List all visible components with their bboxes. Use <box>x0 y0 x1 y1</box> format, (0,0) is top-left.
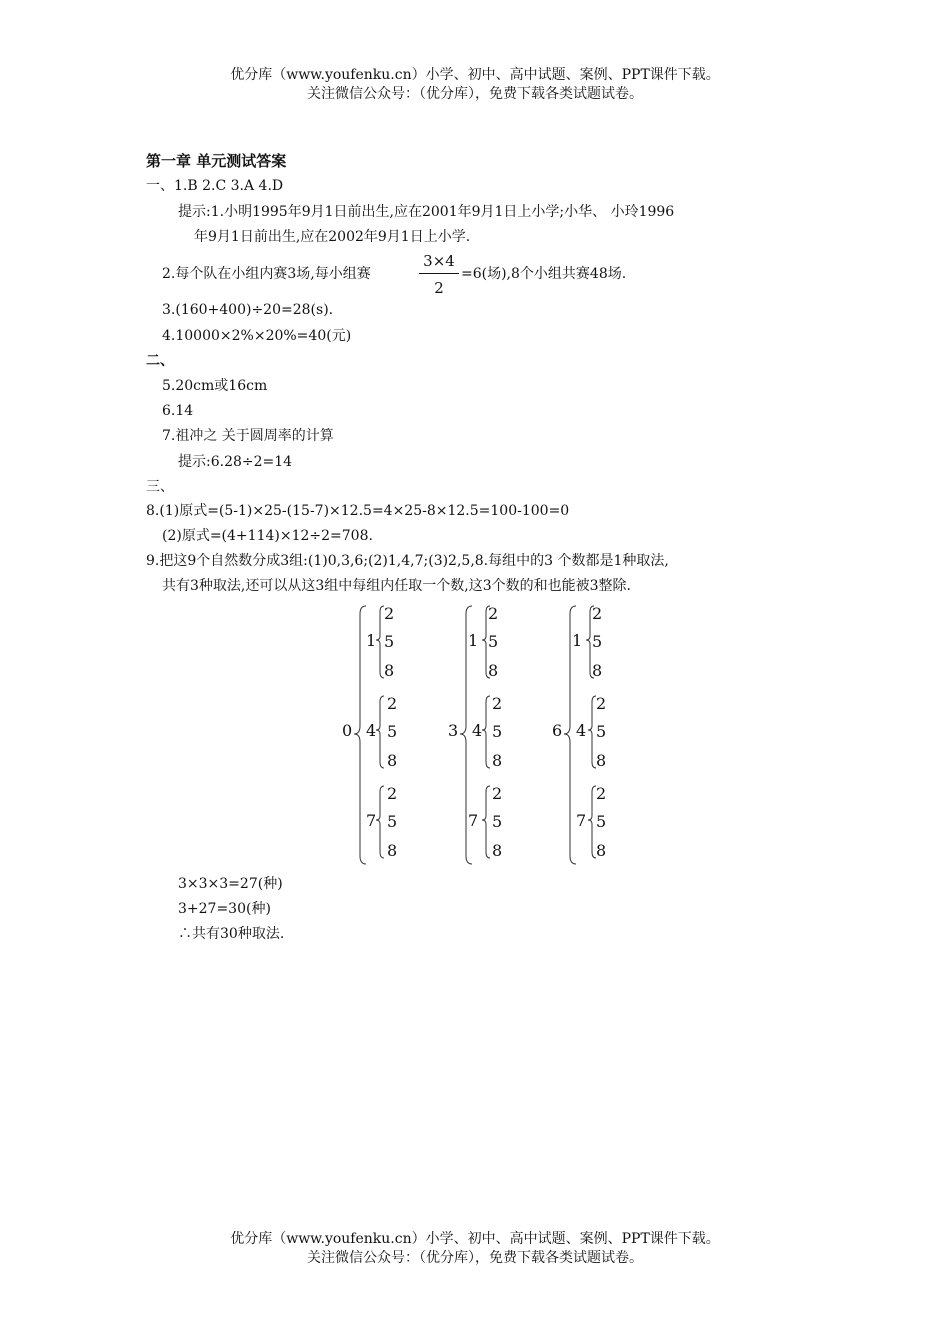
tree-leaf: 5 <box>492 812 503 831</box>
tree-branch: 1 <box>468 631 479 650</box>
q8-part-1: 8.(1)原式=(5-1)×25-(15-7)×12.5=4×25-8×12.5=100-100=0 <box>146 503 570 519</box>
tree-branch: 4 <box>366 721 377 740</box>
tree-leaf: 8 <box>596 841 607 860</box>
tree-leaf: 2 <box>387 694 398 713</box>
tree-leaf: 2 <box>492 694 503 713</box>
section3-heading: 三、 <box>146 479 174 495</box>
tree-leaf: 8 <box>492 751 503 770</box>
section1-answers: 一、1.B 2.C 3.A 4.D <box>146 178 284 194</box>
q5-answer: 5.20cm或16cm <box>162 378 268 394</box>
page-footer-line-1: 优分库（www.youfenku.cn）小学、初中、高中试题、案例、PPT课件下载。 <box>230 1231 720 1247</box>
q7-answer: 7.祖冲之 关于圆周率的计算 <box>162 428 334 444</box>
page-header-line-2: 关注微信公众号：（优分库），免费下载各类试题试卷。 <box>307 86 643 102</box>
section2-heading: 二、 <box>146 353 174 369</box>
tree-leaf: 2 <box>596 784 607 803</box>
tree-leaf: 2 <box>488 604 499 623</box>
tree-leaf: 5 <box>387 812 398 831</box>
q6-answer: 6.14 <box>162 403 194 419</box>
tree-branch: 4 <box>576 721 587 740</box>
tree-leaf: 8 <box>488 661 499 680</box>
tree-leaf: 2 <box>492 784 503 803</box>
q3-answer: 3.(160+400)÷20=28(s). <box>162 302 334 318</box>
tree-leaf: 5 <box>384 632 395 651</box>
tree-leaf: 8 <box>492 841 503 860</box>
tree-leaf: 8 <box>592 661 603 680</box>
tree-root: 0 <box>342 721 353 740</box>
q7-hint: 提示:6.28÷2=14 <box>178 454 293 470</box>
tree-branch: 7 <box>576 811 587 830</box>
section1-hint-line-1: 提示:1.小明1995年9月1日前出生,应在2001年9月1日上小学;小华、 小玲1996 <box>178 204 675 220</box>
tree-leaf: 2 <box>592 604 603 623</box>
tree-leaf: 5 <box>387 722 398 741</box>
tree-leaf: 2 <box>387 784 398 803</box>
tree-diagram-root-6 <box>552 600 702 868</box>
page-title: 第一章 单元测试答案 <box>146 152 287 170</box>
tree-leaf: 5 <box>596 722 607 741</box>
tree-leaf: 2 <box>596 694 607 713</box>
q2-text-before: 2.每个队在小组内赛3场,每小组赛 <box>162 266 371 282</box>
conclusion-line-1: 3×3×3=27(种) <box>178 876 283 892</box>
tree-branch: 4 <box>472 721 483 740</box>
conclusion-line-2: 3+27=30(种) <box>178 901 271 917</box>
q4-answer: 4.10000×2%×20%=40(元) <box>162 328 352 344</box>
page-header-line-1: 优分库（www.youfenku.cn）小学、初中、高中试题、案例、PPT课件下载。 <box>230 67 720 83</box>
q2-fraction-bar <box>419 273 459 274</box>
tree-branch: 1 <box>366 631 377 650</box>
tree-leaf: 5 <box>592 632 603 651</box>
q8-part-2: (2)原式=(4+114)×12÷2=708. <box>162 528 373 544</box>
tree-leaf: 8 <box>387 751 398 770</box>
tree-leaf: 8 <box>384 661 395 680</box>
tree-branch: 7 <box>468 811 479 830</box>
tree-root: 3 <box>448 721 459 740</box>
tree-branch: 1 <box>572 631 583 650</box>
tree-leaf: 8 <box>596 751 607 770</box>
tree-leaf: 5 <box>488 632 499 651</box>
tree-root: 6 <box>552 721 563 740</box>
conclusion-line-3: ∴共有30种取法. <box>178 926 285 942</box>
q9-line-1: 9.把这9个自然数分成3组:(1)0,3,6;(2)1,4,7;(3)2,5,8.每组中的3 个数都是1种取法, <box>146 553 669 569</box>
q2-text-after: =6(场),8个小组共赛48场. <box>461 266 627 282</box>
tree-branch: 7 <box>366 811 377 830</box>
tree-leaf: 8 <box>387 841 398 860</box>
q9-line-2: 共有3种取法,还可以从这3组中每组内任取一个数,这3个数的和也能被3整除. <box>162 578 631 594</box>
tree-leaf: 5 <box>492 722 503 741</box>
tree-leaf: 5 <box>596 812 607 831</box>
page-footer-line-2: 关注微信公众号：（优分库），免费下载各类试题试卷。 <box>307 1250 643 1266</box>
q2-fraction-numerator: 3×4 <box>423 252 455 270</box>
section1-hint-line-2: 年9月1日前出生,应在2002年9月1日上小学. <box>194 229 471 245</box>
q2-fraction-denominator: 2 <box>434 279 444 297</box>
tree-leaf: 2 <box>384 604 395 623</box>
